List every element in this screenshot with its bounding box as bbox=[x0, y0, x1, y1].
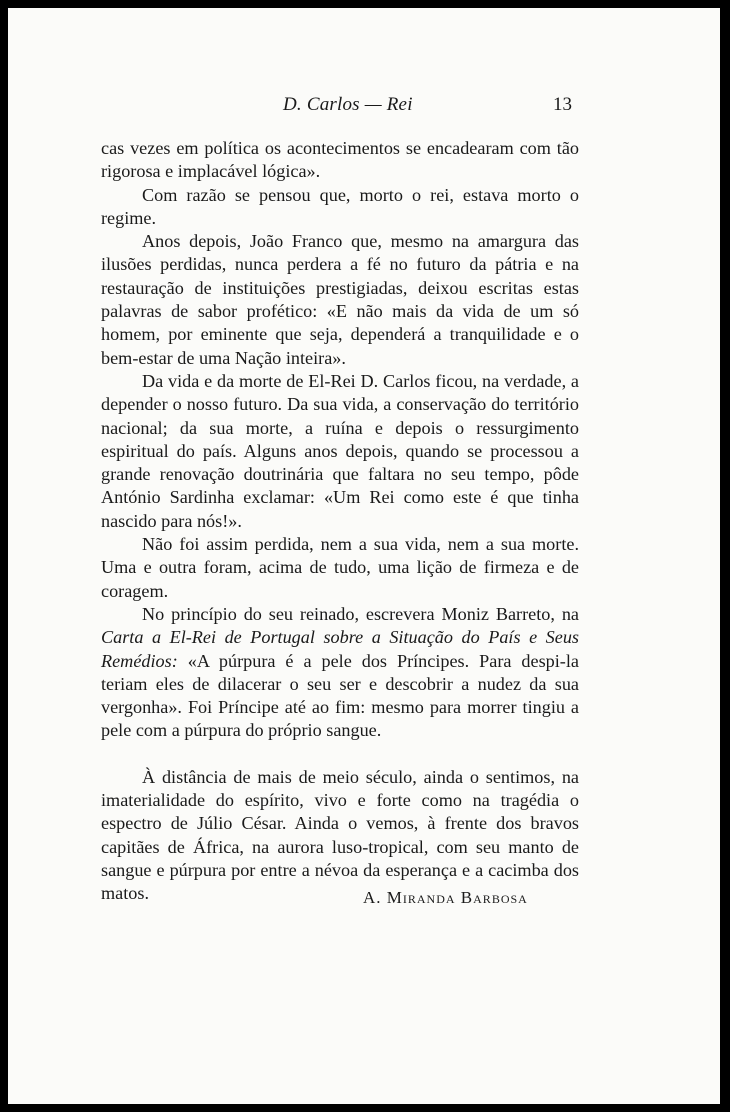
book-title-italic: Carta a El-Rei de Portugal sobre a Situação do País e Seus Remédios: bbox=[101, 627, 579, 671]
page-number: 13 bbox=[553, 94, 572, 115]
paragraph: À distância de mais de meio século, ainda o sentimos, na imaterialidade do espírito, vivo e forte como na tragédia o espectro de Júlio César. Ainda o vemos, à frente dos bravos capitães de África, na aurora luso-tropical, com seu manto de sangue e púrpura por entre a névoa da esperança e a cacimba dos matos. bbox=[101, 766, 579, 904]
body-text bbox=[101, 137, 579, 906]
running-title: D. Carlos — Rei bbox=[283, 94, 413, 115]
paragraph: Com razão se pensou que, morto o rei, estava morto o regime. bbox=[101, 184, 579, 228]
paragraph: No princípio do seu reinado, escrevera Moniz Barreto, na Carta a El-Rei de Portugal sobre a Situação do País e Seus Remédios: «A púrpura é a pele dos Príncipes. Para despi-la teriam eles de dilacerar o seu ser e descobrir a nudez da sua vergonha». Foi Príncipe até ao fim: mesmo para morrer tingiu a pele com a púrpura do próprio sangue. bbox=[101, 603, 579, 741]
paragraph: Não foi assim perdida, nem a sua vida, nem a sua morte. Uma e outra foram, acima de tudo, uma lição de firmeza e de coragem. bbox=[101, 534, 579, 601]
running-head bbox=[8, 94, 720, 118]
paragraph: Da vida e da morte de El-Rei D. Carlos ficou, na verdade, a depender o nosso futuro. Da sua vida, a conservação do território nacional; da sua morte, a ruína e depois o ressurgimento espiritual do país. Alguns anos depois, quando se processou a grande renovação doutrinária que faltara no seu tempo, pôde António Sardinha exclamar: «Um Rei como este é que tinha nascido para nós!». bbox=[101, 370, 579, 531]
author-signature: A. Miranda Barbosa bbox=[363, 888, 528, 907]
paragraph-continuation: cas vezes em política os acontecimentos se encadearam com tão rigorosa e implacável lógica». bbox=[101, 138, 579, 182]
book-page bbox=[8, 8, 720, 1104]
paragraph: Anos depois, João Franco que, mesmo na amargura das ilusões perdidas, nunca perdera a fé no futuro da pátria e na restauração de instituições prestigiadas, deixou escritas estas palavras de sabor profético: «E não mais da vida de um só homem, por eminente que seja, dependerá a tranquilidade e o bem-estar de uma Nação inteira». bbox=[101, 231, 579, 368]
